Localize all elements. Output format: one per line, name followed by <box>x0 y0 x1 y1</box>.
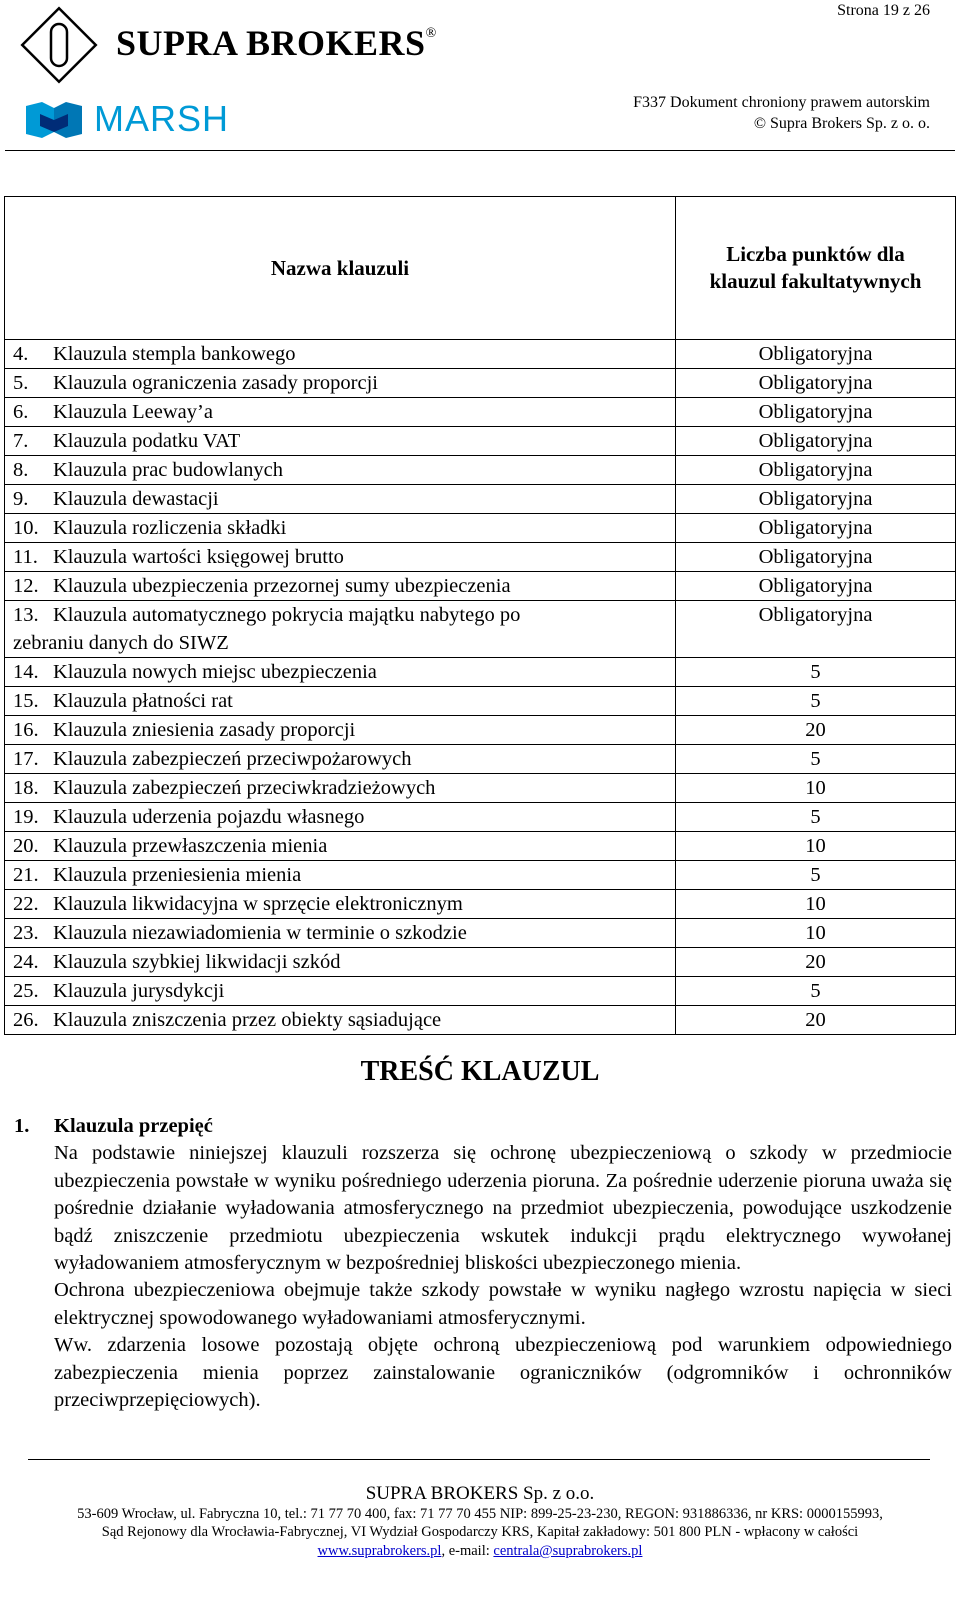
clause-name-cell <box>5 774 676 803</box>
clause-name: Klauzula likwidacyjna w sprzęcie elektronicznym <box>53 893 463 915</box>
column-header-name: Nazwa klauzuli <box>5 197 676 340</box>
table-row <box>5 485 956 514</box>
row-number: 19. <box>13 806 39 828</box>
brand-name: SUPRA BROKERS® <box>116 23 437 63</box>
table-row <box>5 398 956 427</box>
table-row <box>5 658 956 687</box>
copyright-line: © Supra Brokers Sp. z o. o. <box>753 115 930 132</box>
row-number: 4. <box>13 343 29 365</box>
clauses-table <box>4 196 956 1035</box>
points-cell: Obligatoryjna <box>676 369 956 398</box>
footer-contact <box>0 1543 960 1560</box>
clause-name: Klauzula automatycznego pokrycia majątku nabytego po <box>53 604 521 626</box>
points-cell: 5 <box>676 658 956 687</box>
clause-name: Klauzula zabezpieczeń przeciwkradzieżowych <box>53 777 436 799</box>
clause-name-continuation: zebraniu danych do SIWZ <box>13 632 229 654</box>
points-cell: 10 <box>676 832 956 861</box>
clause-name-cell <box>5 832 676 861</box>
clause-name-cell <box>5 340 676 369</box>
clause-paragraph: Ww. zdarzenia losowe pozostają objęte ochroną ubezpieczeniową pod warunkiem odpowiedniego zabezpieczenia mienia poprzez zainstalowanie ograniczników (odgromników i ochronników przeciwprzepięciowych). <box>54 1334 952 1412</box>
clause-paragraph: Ochrona ubezpieczeniowa obejmuje także szkody powstałe w wyniku nagłego wzrostu napięcia w sieci elektrycznej spowodowanego wyładowaniami atmosferycznymi. <box>54 1279 952 1329</box>
table-row <box>5 977 956 1006</box>
row-number: 6. <box>13 401 29 423</box>
points-cell: Obligatoryjna <box>676 485 956 514</box>
points-cell: 20 <box>676 716 956 745</box>
page-number: Strona 19 z 26 <box>837 2 930 19</box>
clause-name-cell <box>5 485 676 514</box>
clause-name: Klauzula zniszczenia przez obiekty sąsiadujące <box>53 1009 442 1031</box>
clause-name: Klauzula rozliczenia składki <box>53 517 287 539</box>
clause-name-cell <box>5 803 676 832</box>
points-cell: Obligatoryjna <box>676 427 956 456</box>
table-row <box>5 601 956 658</box>
row-number: 17. <box>13 748 39 770</box>
clause-paragraph: Na podstawie niniejszej klauzuli rozszerza się ochronę ubezpieczeniową o szkody w przedmiocie ubezpieczenia powstałe w wyniku pośredniego uderzenia pioruna. Za pośrednie uderzenie pioruna uważa się pośrednie działanie wyładowania atmosferycznego na przedmiot ubezpieczenia, powodujące uszkodzenie bądź zniszczenie przedmiotu ubezpieczenia wskutek indukcji prądu elektrycznego wywołanej wyładowaniem atmosferycznym w bezpośredniej bliskości ubezpieczonego mienia. <box>54 1142 952 1275</box>
supra-brokers-diamond-logo <box>18 4 100 86</box>
table-row <box>5 948 956 977</box>
clause-name-cell <box>5 919 676 948</box>
row-number: 16. <box>13 719 39 741</box>
row-number: 7. <box>13 430 29 452</box>
row-number: 13. <box>13 604 39 626</box>
points-cell: 5 <box>676 861 956 890</box>
clause-name: Klauzula wartości księgowej brutto <box>53 546 344 568</box>
points-cell: Obligatoryjna <box>676 456 956 485</box>
row-number: 23. <box>13 922 39 944</box>
clause-1 <box>14 1113 952 1414</box>
table-header-row <box>5 197 956 340</box>
email-label: , e-mail: <box>441 1543 494 1559</box>
footer-court: Sąd Rejonowy dla Wrocławia-Fabrycznej, VI Wydział Gospodarczy KRS, Kapitał zakładowy: 501 800 PLN - wpłacony w całości <box>101 1524 859 1540</box>
clause-name: Klauzula ubezpieczenia przezornej sumy ubezpieczenia <box>53 575 511 597</box>
clause-number: 1. <box>14 1115 30 1137</box>
row-number: 12. <box>13 575 39 597</box>
clause-name: Klauzula zniesienia zasady proporcji <box>53 719 356 741</box>
points-cell: 5 <box>676 687 956 716</box>
clause-name-cell <box>5 687 676 716</box>
section-title: TREŚĆ KLAUZUL <box>360 1056 600 1087</box>
row-number: 18. <box>13 777 39 799</box>
clause-name-cell <box>5 948 676 977</box>
table-row <box>5 456 956 485</box>
clause-name-cell <box>5 456 676 485</box>
clause-name: Klauzula przewłaszczenia mienia <box>53 835 328 857</box>
points-cell: Obligatoryjna <box>676 398 956 427</box>
table-row <box>5 543 956 572</box>
table-row <box>5 340 956 369</box>
clause-name: Klauzula niezawiadomienia w terminie o szkodzie <box>53 922 467 944</box>
clause-title: Klauzula przepięć <box>54 1115 213 1137</box>
points-cell: 5 <box>676 977 956 1006</box>
row-number: 9. <box>13 488 29 510</box>
document-id: F337 Dokument chroniony prawem autorskim <box>633 94 930 111</box>
row-number: 8. <box>13 459 29 481</box>
clause-name-cell <box>5 977 676 1006</box>
table-row <box>5 687 956 716</box>
points-cell: 20 <box>676 948 956 977</box>
email-link[interactable]: centrala@suprabrokers.pl <box>493 1543 643 1559</box>
column-header-points-line1: Liczba punktów dla <box>726 242 905 266</box>
clause-name: Klauzula płatności rat <box>53 690 233 712</box>
points-cell: Obligatoryjna <box>676 514 956 543</box>
document-notice <box>633 92 930 134</box>
points-cell: 20 <box>676 1006 956 1035</box>
header-divider <box>5 150 955 151</box>
registered-mark: ® <box>425 26 437 41</box>
points-cell: 5 <box>676 745 956 774</box>
clause-name: Klauzula podatku VAT <box>53 430 241 452</box>
clause-name-cell <box>5 1006 676 1035</box>
row-number: 25. <box>13 980 39 1002</box>
clause-name-cell <box>5 543 676 572</box>
column-header-points <box>676 197 956 340</box>
row-number: 20. <box>13 835 39 857</box>
clause-name-cell <box>5 398 676 427</box>
points-cell: 10 <box>676 774 956 803</box>
row-number: 10. <box>13 517 39 539</box>
clause-name-cell <box>5 572 676 601</box>
points-cell: Obligatoryjna <box>676 601 956 658</box>
clause-name: Klauzula dewastacji <box>53 488 219 510</box>
table-row <box>5 716 956 745</box>
clause-name: Klauzula Leeway’a <box>53 401 213 423</box>
points-cell: 10 <box>676 890 956 919</box>
marsh-logo-text: MARSH <box>94 98 230 139</box>
row-number: 11. <box>13 546 38 568</box>
clause-name: Klauzula przeniesienia mienia <box>53 864 302 886</box>
clause-name: Klauzula ograniczenia zasady proporcji <box>53 372 378 394</box>
table-row <box>5 369 956 398</box>
points-cell: 10 <box>676 919 956 948</box>
row-number: 22. <box>13 893 39 915</box>
clause-name-cell <box>5 658 676 687</box>
clause-name: Klauzula stempla bankowego <box>53 343 296 365</box>
clause-name: Klauzula prac budowlanych <box>53 459 283 481</box>
clause-name: Klauzula uderzenia pojazdu własnego <box>53 806 365 828</box>
footer-divider <box>28 1459 930 1460</box>
marsh-logo-mark <box>24 102 88 138</box>
points-cell: 5 <box>676 803 956 832</box>
row-number: 21. <box>13 864 39 886</box>
website-link[interactable]: www.suprabrokers.pl <box>317 1543 442 1559</box>
table-row <box>5 572 956 601</box>
table-row <box>5 861 956 890</box>
points-cell: Obligatoryjna <box>676 543 956 572</box>
clause-name-cell <box>5 601 676 658</box>
row-number: 5. <box>13 372 29 394</box>
clause-name: Klauzula szybkiej likwidacji szkód <box>53 951 341 973</box>
clause-name: Klauzula zabezpieczeń przeciwpożarowych <box>53 748 412 770</box>
clause-body <box>54 1140 952 1414</box>
footer-address: 53-609 Wrocław, ul. Fabryczna 10, tel.: 71 77 70 400, fax: 71 77 70 455 NIP: 899-25-23-230, REGON: 931886336, nr KRS: 0000155993, <box>77 1506 883 1522</box>
clause-name-cell <box>5 861 676 890</box>
marsh-logo <box>24 98 254 139</box>
row-number: 14. <box>13 661 39 683</box>
clause-name: Klauzula nowych miejsc ubezpieczenia <box>53 661 377 683</box>
clause-name-cell <box>5 427 676 456</box>
clause-name-cell <box>5 369 676 398</box>
points-cell: Obligatoryjna <box>676 572 956 601</box>
clause-heading <box>14 1113 952 1140</box>
clause-name-cell <box>5 745 676 774</box>
table-row <box>5 803 956 832</box>
row-number: 15. <box>13 690 39 712</box>
clause-name-cell <box>5 514 676 543</box>
table-row <box>5 745 956 774</box>
table-row <box>5 919 956 948</box>
points-cell: Obligatoryjna <box>676 340 956 369</box>
row-number: 26. <box>13 1009 39 1031</box>
table-row <box>5 1006 956 1035</box>
column-header-points-line2: klauzul fakultatywnych <box>709 269 922 293</box>
table-row <box>5 514 956 543</box>
clause-name-cell <box>5 890 676 919</box>
table-row <box>5 890 956 919</box>
clause-name: Klauzula jurysdykcji <box>53 980 225 1002</box>
clause-name-cell <box>5 716 676 745</box>
row-number: 24. <box>13 951 39 973</box>
footer-company: SUPRA BROKERS Sp. z o.o. <box>365 1483 595 1504</box>
table-row <box>5 427 956 456</box>
table-row <box>5 832 956 861</box>
table-row <box>5 774 956 803</box>
